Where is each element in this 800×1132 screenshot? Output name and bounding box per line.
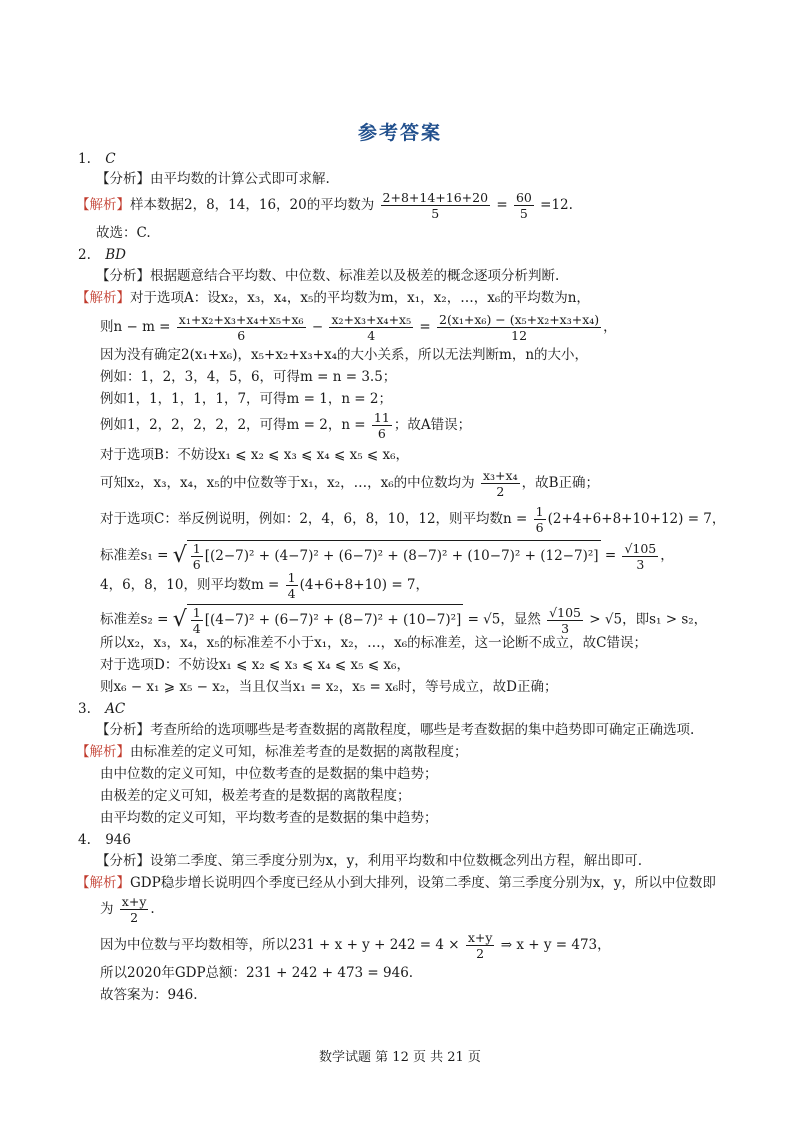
- page-footer: 数学试题 第 12 页 共 21 页: [319, 1050, 481, 1065]
- q2-example-2: 例如1，1，1，1，1，7，可得m = 1，n = 2；: [100, 391, 392, 407]
- q1-solution: 【解析】样本数据2，8，14，16，20的平均数为 $\frac{2+8+14+16+20}{5}$ = $\frac{60}{5}$ =12.: [76, 190, 573, 221]
- q2-solution-tag: 【解析】: [76, 290, 130, 306]
- q3-solution-line-1: 【解析】由标准差的定义可知，标准差考查的是数据的离散程度；: [76, 744, 468, 760]
- q2-option-c-mean: 对于选项C：举反例说明，例如：2，4，6，8，10，12，则平均数n = $\frac{1}{6}$ (2+4+6+8+10+12) = 7，: [100, 504, 726, 535]
- q4-answer: 946: [105, 832, 131, 848]
- q4-header: [78, 831, 131, 849]
- q3-number: 3.: [78, 701, 91, 717]
- q2-difference-formula: 则n − m = $\frac{\text{x₁+x₂+x₃+x₄+x₅+x₆}}{6}$ − $\frac{\text{x₂+x₃+x₄+x₅}}{4}$ = $\frac{\text{2(x₁+x₆) − (x₅+x₂+x₃+x₄)}}{12}$ ，: [100, 312, 617, 343]
- q3-solution-tag: 【解析】: [76, 744, 130, 760]
- q2-option-a-reason: 因为没有确定2(x₁+x₆)，x₅+x₂+x₃+x₄的大小关系，所以无法判断m，n的大小，: [100, 347, 589, 363]
- q3-solution-line-3: 由极差的定义可知，极差考查的是数据的离散程度；: [100, 788, 411, 804]
- q1-number: 1.: [78, 151, 91, 167]
- q2-example-3: 例如1，2，2，2，2，2，可得m = 2，n = $\frac{11}{6}$ ；故A错误；: [100, 410, 472, 441]
- q2-option-c-conclusion: 所以x₂，x₃，x₄，x₅的标准差不小于x₁，x₂，…，x₆的标准差，这一论断不成立，故C错误；: [100, 635, 648, 651]
- q2-std-s2: 标准差s₂ = √ $\frac{1}{4}$ [(4−7)² + (6−7)² + (8−7)² + (10−7)²] = √5，显然 $\frac{√105}{3}$ > √5，即s₁ > s₂，: [100, 604, 708, 636]
- q2-answer: BD: [105, 247, 126, 263]
- q2-header: [78, 246, 126, 264]
- q2-option-d-conclusion: 则x₆ − x₁ ⩾ x₅ − x₂，当且仅当x₁ = x₂，x₅ = x₆时，等号成立，故D正确；: [100, 679, 558, 695]
- q1-solution-tag: 【解析】: [76, 197, 130, 213]
- q2-option-b-median: 可知x₂，x₃，x₄，x₅的中位数等于x₁，x₂，…，x₆的中位数均为 $\frac{\text{x₃+x₄}}{2}$ ，故B正确；: [100, 468, 600, 499]
- q1-analysis: 【分析】由平均数的计算公式即可求解.: [96, 171, 330, 187]
- q4-solution-tag: 【解析】: [76, 875, 130, 891]
- q4-solution-line-3: 因为中位数与平均数相等，所以231 + x + y + 242 = 4 × $\frac{x+y}{2}$ ⇒ x + y = 473，: [100, 930, 611, 961]
- q1-answer: C: [105, 151, 116, 167]
- q2-option-d-intro: 对于选项D：不妨设x₁ ⩽ x₂ ⩽ x₃ ⩽ x₄ ⩽ x₅ ⩽ x₆，: [100, 657, 410, 673]
- q1-header: [78, 150, 116, 168]
- q3-answer: AC: [105, 701, 126, 717]
- q2-mean-m: 4，6，8，10，则平均数m = $\frac{1}{4}$ (4+6+8+10) = 7，: [100, 570, 430, 601]
- q4-solution-line-2: 为 $\frac{x+y}{2}$ .: [100, 894, 155, 925]
- q2-analysis: 【分析】根据题意结合平均数、中位数、标准差以及极差的概念逐项分析判断.: [96, 268, 560, 284]
- q3-solution-line-2: 由中位数的定义可知，中位数考查的是数据的集中趋势；: [100, 766, 438, 782]
- q1-solution-text: 样本数据2，8，14，16，20的平均数为: [130, 197, 375, 213]
- q3-solution-line-4: 由平均数的定义可知，平均数考查的是数据的集中趋势；: [100, 810, 438, 826]
- q1-result: =12.: [540, 197, 573, 213]
- q3-analysis: 【分析】考查所给的选项哪些是考查数据的离散程度，哪些是考查数据的集中趋势即可确定正确选项.: [96, 722, 695, 738]
- q2-number: 2.: [78, 247, 91, 263]
- q2-option-b-intro: 对于选项B：不妨设x₁ ⩽ x₂ ⩽ x₃ ⩽ x₄ ⩽ x₅ ⩽ x₆，: [100, 447, 410, 463]
- q2-example-1: 例如：1，2，3，4，5，6，可得m = n = 3.5；: [100, 369, 397, 385]
- q2-option-a-intro: 【解析】对于选项A：设x₂，x₃，x₄，x₅的平均数为m，x₁，x₂，…，x₆的平均数为n，: [76, 290, 590, 306]
- q3-header: [78, 700, 125, 718]
- q4-number: 4.: [78, 832, 91, 848]
- q4-solution-line-1: 【解析】GDP稳步增长说明四个季度已经从小到大排列，设第二季度、第三季度分别为x，y，所以中位数即: [76, 875, 716, 891]
- q1-fraction-1: $\frac{2+8+14+16+20}{5}$: [382, 190, 489, 221]
- q1-fraction-2: $\frac{60}{5}$: [515, 190, 532, 221]
- page-title: 参考答案: [357, 122, 442, 144]
- q2-std-s1: 标准差s₁ = √ $\frac{1}{6}$ [(2−7)² + (4−7)² + (6−7)² + (8−7)² + (10−7)² + (12−7)²] = $\frac{√105}{3}$ ，: [100, 540, 674, 572]
- q1-conclusion: 故选：C.: [96, 225, 151, 241]
- q4-solution-line-5: 故答案为：946.: [100, 987, 198, 1003]
- q4-analysis: 【分析】设第二季度、第三季度分别为x，y，利用平均数和中位数概念列出方程，解出即可.: [96, 853, 643, 869]
- q4-solution-line-4: 所以2020年GDP总额：231 + 242 + 473 = 946.: [100, 965, 414, 981]
